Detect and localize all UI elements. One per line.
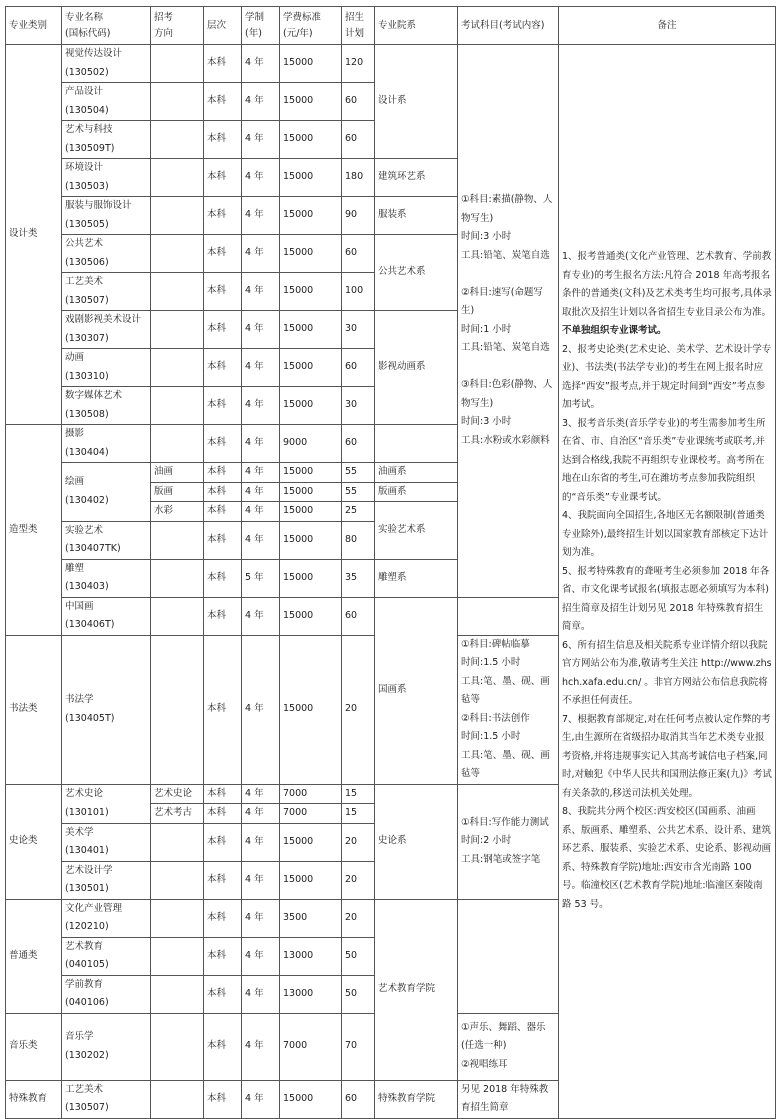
level-cell: 本科	[204, 349, 242, 387]
plan-cell: 55	[342, 463, 375, 483]
note-8: 8、我院共分两个校区:西安校区(国画系、油画系、版画系、雕塑系、公共艺术系、设计系、建筑环艺系、服装系、实验艺术系、史论系、影视动画系、特殊教育学院)地址:西安市含光南路 100 号。临潼校区(艺术教育学院)地址:临潼区秦陵南路 53 号。	[562, 806, 772, 910]
years-cell: 4 年	[242, 387, 280, 425]
header-plan: 招生 计划	[342, 7, 375, 45]
category-cell: 书法类	[6, 635, 62, 784]
exam-cell: ①科目:写作能力测试 时间:2 小时 工具:钢笔或签字笔	[458, 784, 559, 899]
plan-cell: 60	[342, 349, 375, 387]
note-7: 7、根据教育部规定,对在任何考点被认定作弊的考生,由生源所在省级招办取消其当年艺术类专业报考资格,并将违规事实记入其高考诚信电子档案,同时,对触犯《中华人民共和国刑法修正案(九)》考试有关条款的,移送司法机关处理。	[562, 713, 772, 799]
plan-cell: 60	[342, 121, 375, 159]
direction-cell	[151, 273, 204, 311]
header-category: 专业类别	[6, 7, 62, 45]
department-cell: 国画系	[375, 597, 458, 784]
fee-cell: 15000	[280, 45, 342, 83]
fee-cell: 7000	[280, 804, 342, 824]
fee-cell: 15000	[280, 823, 342, 861]
major-cell: 环境设计 (130503)	[62, 159, 151, 197]
major-cell: 摄影 (130404)	[62, 425, 151, 463]
level-cell: 本科	[204, 937, 242, 975]
department-cell: 艺术教育学院	[375, 899, 458, 1080]
major-cell: 艺术设计学 (130501)	[62, 861, 151, 899]
years-cell: 4 年	[242, 349, 280, 387]
major-cell: 视觉传达设计 (130502)	[62, 45, 151, 83]
level-cell: 本科	[204, 482, 242, 502]
level-cell: 本科	[204, 559, 242, 597]
direction-cell	[151, 975, 204, 1013]
fee-cell: 15000	[280, 387, 342, 425]
direction-cell	[151, 861, 204, 899]
direction-cell	[151, 235, 204, 273]
years-cell: 4 年	[242, 273, 280, 311]
years-cell: 4 年	[242, 823, 280, 861]
plan-cell: 60	[342, 235, 375, 273]
fee-cell: 15000	[280, 482, 342, 502]
major-cell: 工艺美术 (130507)	[62, 1080, 151, 1118]
fee-cell: 15000	[280, 521, 342, 559]
table-row	[6, 45, 776, 83]
level-cell: 本科	[204, 311, 242, 349]
major-cell: 产品设计 (130504)	[62, 83, 151, 121]
exam-cell: ①科目:碑帖临摹 时间:1.5 小时 工具:笔、墨、砚、画毡等 ②科目:书法创作 时间:1.5 小时 工具:笔、墨、砚、画毡等	[458, 635, 559, 784]
category-cell: 音乐类	[6, 1013, 62, 1080]
years-cell: 4 年	[242, 1080, 280, 1118]
fee-cell: 15000	[280, 861, 342, 899]
admission-table	[5, 6, 776, 1119]
fee-cell: 15000	[280, 463, 342, 483]
header-department: 专业院系	[375, 7, 458, 45]
major-cell: 数字媒体艺术 (130508)	[62, 387, 151, 425]
level-cell: 本科	[204, 1080, 242, 1118]
plan-cell: 90	[342, 197, 375, 235]
direction-cell: 版画	[151, 482, 204, 502]
years-cell: 4 年	[242, 861, 280, 899]
level-cell: 本科	[204, 45, 242, 83]
years-cell: 4 年	[242, 83, 280, 121]
major-cell: 中国画 (130406T)	[62, 597, 151, 635]
major-cell: 绘画 (130402)	[62, 463, 151, 522]
header-direction: 招考 方向	[151, 7, 204, 45]
fee-cell: 15000	[280, 159, 342, 197]
level-cell: 本科	[204, 784, 242, 804]
department-cell: 服装系	[375, 197, 458, 235]
level-cell: 本科	[204, 83, 242, 121]
fee-cell: 3500	[280, 899, 342, 937]
plan-cell: 20	[342, 823, 375, 861]
direction-cell: 艺术史论	[151, 784, 204, 804]
header-notes: 备注	[559, 7, 776, 45]
fee-cell: 7000	[280, 784, 342, 804]
level-cell: 本科	[204, 823, 242, 861]
level-cell: 本科	[204, 521, 242, 559]
level-cell: 本科	[204, 861, 242, 899]
note-6: 6、所有招生信息及相关院系专业详情介绍以我院官方网站公布为准,敬请考生关注 http://www.zhshch.xafa.edu.cn/ 。非官方网站公布信息我院将不承担任何责任。	[562, 639, 772, 707]
years-cell: 4 年	[242, 784, 280, 804]
years-cell: 4 年	[242, 937, 280, 975]
major-cell: 工艺美术 (130507)	[62, 273, 151, 311]
major-cell: 书法学 (130405T)	[62, 635, 151, 784]
department-cell	[375, 425, 458, 463]
level-cell: 本科	[204, 273, 242, 311]
plan-cell: 120	[342, 45, 375, 83]
department-cell: 实验艺术系	[375, 502, 458, 560]
years-cell: 4 年	[242, 235, 280, 273]
major-cell: 公共艺术 (130506)	[62, 235, 151, 273]
department-cell: 设计系	[375, 45, 458, 159]
note-1: 1、报考普通类(文化产业管理、艺术教育、学前教育专业)的考生报名方法:凡符合 2018 年高考报名条件的普通类(文科)及艺术类考生均可报考,具体录取批次及招生计划以各省招生专业目录公布为准。不单独组织专业课考试。	[562, 251, 772, 337]
category-cell: 史论类	[6, 784, 62, 899]
fee-cell: 13000	[280, 975, 342, 1013]
years-cell: 4 年	[242, 425, 280, 463]
plan-cell: 50	[342, 937, 375, 975]
plan-cell: 60	[342, 1080, 375, 1118]
major-cell: 学前教育 (040106)	[62, 975, 151, 1013]
major-cell: 艺术教育 (040105)	[62, 937, 151, 975]
level-cell: 本科	[204, 387, 242, 425]
direction-cell: 油画	[151, 463, 204, 483]
major-cell: 实验艺术 (130407TK)	[62, 521, 151, 559]
direction-cell	[151, 387, 204, 425]
fee-cell: 15000	[280, 1080, 342, 1118]
note-2: 2、报考史论类(艺术史论、美术学、艺术设计学专业)、书法类(书法学专业)的考生在网上报名时应选择“西安”报考点,并于规定时间到“西安”考点参加考试。	[562, 343, 772, 411]
fee-cell: 15000	[280, 502, 342, 522]
fee-cell: 15000	[280, 349, 342, 387]
major-cell: 动画 (130310)	[62, 349, 151, 387]
fee-cell: 15000	[280, 559, 342, 597]
plan-cell: 20	[342, 899, 375, 937]
years-cell: 4 年	[242, 975, 280, 1013]
category-cell: 造型类	[6, 425, 62, 636]
exam-cell	[458, 899, 559, 1013]
level-cell: 本科	[204, 1013, 242, 1080]
direction-cell	[151, 559, 204, 597]
department-cell: 公共艺术系	[375, 235, 458, 311]
department-cell: 特殊教育学院	[375, 1080, 458, 1118]
department-cell: 雕塑系	[375, 559, 458, 597]
years-cell: 4 年	[242, 45, 280, 83]
major-cell: 艺术与科技 (130509T)	[62, 121, 151, 159]
category-cell: 设计类	[6, 45, 62, 425]
plan-cell: 30	[342, 311, 375, 349]
plan-cell: 50	[342, 975, 375, 1013]
plan-cell: 60	[342, 83, 375, 121]
direction-cell: 艺术考古	[151, 804, 204, 824]
plan-cell: 15	[342, 804, 375, 824]
fee-cell: 15000	[280, 311, 342, 349]
direction-cell	[151, 1080, 204, 1118]
plan-cell: 55	[342, 482, 375, 502]
years-cell: 4 年	[242, 1013, 280, 1080]
years-cell: 4 年	[242, 121, 280, 159]
years-cell: 4 年	[242, 804, 280, 824]
notes-cell	[559, 45, 776, 1119]
level-cell: 本科	[204, 502, 242, 522]
direction-cell	[151, 1013, 204, 1080]
category-cell: 特殊教育	[6, 1080, 62, 1118]
years-cell: 4 年	[242, 463, 280, 483]
plan-cell: 80	[342, 521, 375, 559]
department-cell: 史论系	[375, 784, 458, 899]
years-cell: 4 年	[242, 635, 280, 784]
header-row	[6, 7, 776, 45]
direction-cell	[151, 159, 204, 197]
years-cell: 4 年	[242, 159, 280, 197]
plan-cell: 15	[342, 784, 375, 804]
direction-cell	[151, 311, 204, 349]
years-cell: 4 年	[242, 502, 280, 522]
direction-cell	[151, 635, 204, 784]
exam-cell: 另见 2018 年特殊教育招生简章	[458, 1080, 559, 1118]
department-cell: 油画系	[375, 463, 458, 483]
direction-cell	[151, 597, 204, 635]
plan-cell: 20	[342, 635, 375, 784]
level-cell: 本科	[204, 975, 242, 1013]
major-cell: 服装与服饰设计 (130505)	[62, 197, 151, 235]
plan-cell: 60	[342, 597, 375, 635]
plan-cell: 35	[342, 559, 375, 597]
note-5: 5、报考特殊教育的聋哑考生必须参加 2018 年各省、市文化课考试报名(填报志愿必须填写为本科)招生简章及招生计划另见 2018 年特殊教育招生简章。	[562, 565, 770, 633]
fee-cell: 15000	[280, 197, 342, 235]
fee-cell: 15000	[280, 121, 342, 159]
direction-cell	[151, 425, 204, 463]
department-cell: 建筑环艺系	[375, 159, 458, 197]
level-cell: 本科	[204, 635, 242, 784]
direction-cell	[151, 45, 204, 83]
header-exam: 考试科目(考试内容)	[458, 7, 559, 45]
plan-cell: 70	[342, 1013, 375, 1080]
level-cell: 本科	[204, 425, 242, 463]
years-cell: 4 年	[242, 482, 280, 502]
plan-cell: 25	[342, 502, 375, 522]
direction-cell	[151, 823, 204, 861]
header-fee: 学费标准 (元/年)	[280, 7, 342, 45]
fee-cell: 13000	[280, 937, 342, 975]
fee-cell: 7000	[280, 1013, 342, 1080]
plan-cell: 60	[342, 425, 375, 463]
department-cell: 影视动画系	[375, 311, 458, 425]
direction-cell: 水彩	[151, 502, 204, 522]
plan-cell: 180	[342, 159, 375, 197]
major-cell: 文化产业管理 (120210)	[62, 899, 151, 937]
level-cell: 本科	[204, 899, 242, 937]
fee-cell: 15000	[280, 635, 342, 784]
fee-cell: 15000	[280, 83, 342, 121]
fee-cell: 15000	[280, 273, 342, 311]
note-4: 4、我院面向全国招生,各地区无名额限制(普通类专业除外),最终招生计划以国家教育部核定下达计划为准。	[562, 510, 769, 559]
major-cell: 雕塑 (130403)	[62, 559, 151, 597]
major-cell: 美术学 (130401)	[62, 823, 151, 861]
level-cell: 本科	[204, 235, 242, 273]
department-cell: 版画系	[375, 482, 458, 502]
category-cell: 普通类	[6, 899, 62, 1013]
level-cell: 本科	[204, 804, 242, 824]
direction-cell	[151, 899, 204, 937]
plan-cell: 30	[342, 387, 375, 425]
years-cell: 4 年	[242, 597, 280, 635]
level-cell: 本科	[204, 159, 242, 197]
level-cell: 本科	[204, 121, 242, 159]
years-cell: 4 年	[242, 197, 280, 235]
direction-cell	[151, 121, 204, 159]
years-cell: 4 年	[242, 899, 280, 937]
years-cell: 4 年	[242, 311, 280, 349]
exam-cell: ①声乐、舞蹈、器乐(任选一种) ②视唱练耳	[458, 1013, 559, 1080]
level-cell: 本科	[204, 597, 242, 635]
fee-cell: 15000	[280, 235, 342, 273]
fee-cell: 15000	[280, 597, 342, 635]
header-years: 学制 (年)	[242, 7, 280, 45]
level-cell: 本科	[204, 197, 242, 235]
note-1-bold: 不单独组织专业课考试。	[562, 325, 667, 337]
header-major: 专业名称 (国标代码)	[62, 7, 151, 45]
major-cell: 戏剧影视美术设计 (130307)	[62, 311, 151, 349]
major-cell: 艺术史论 (130101)	[62, 784, 151, 823]
direction-cell	[151, 83, 204, 121]
header-level: 层次	[204, 7, 242, 45]
fee-cell: 9000	[280, 425, 342, 463]
exam-cell: ①科目:素描(静物、人物写生) 时间:3 小时 工具:铅笔、炭笔自选 ②科目:速写(命题写生) 时间:1 小时 工具:铅笔、炭笔自选 ③科目:色彩(静物、人物写生) 时间:3 小时 工具:水粉或水彩颜料	[458, 45, 559, 598]
direction-cell	[151, 521, 204, 559]
direction-cell	[151, 197, 204, 235]
years-cell: 5 年	[242, 559, 280, 597]
years-cell: 4 年	[242, 521, 280, 559]
note-3: 3、报考音乐类(音乐学专业)的考生需参加考生所在省、市、自治区“音乐类”专业课统考或联考,并达到合格线,我院不再组织专业课校考。高考所在地在山东省的考生,可在潍坊考点参加我院组织的“音乐类”专业课考试。	[562, 417, 766, 503]
major-cell: 音乐学 (130202)	[62, 1013, 151, 1080]
direction-cell	[151, 349, 204, 387]
plan-cell: 100	[342, 273, 375, 311]
direction-cell	[151, 937, 204, 975]
level-cell: 本科	[204, 463, 242, 483]
plan-cell: 20	[342, 861, 375, 899]
